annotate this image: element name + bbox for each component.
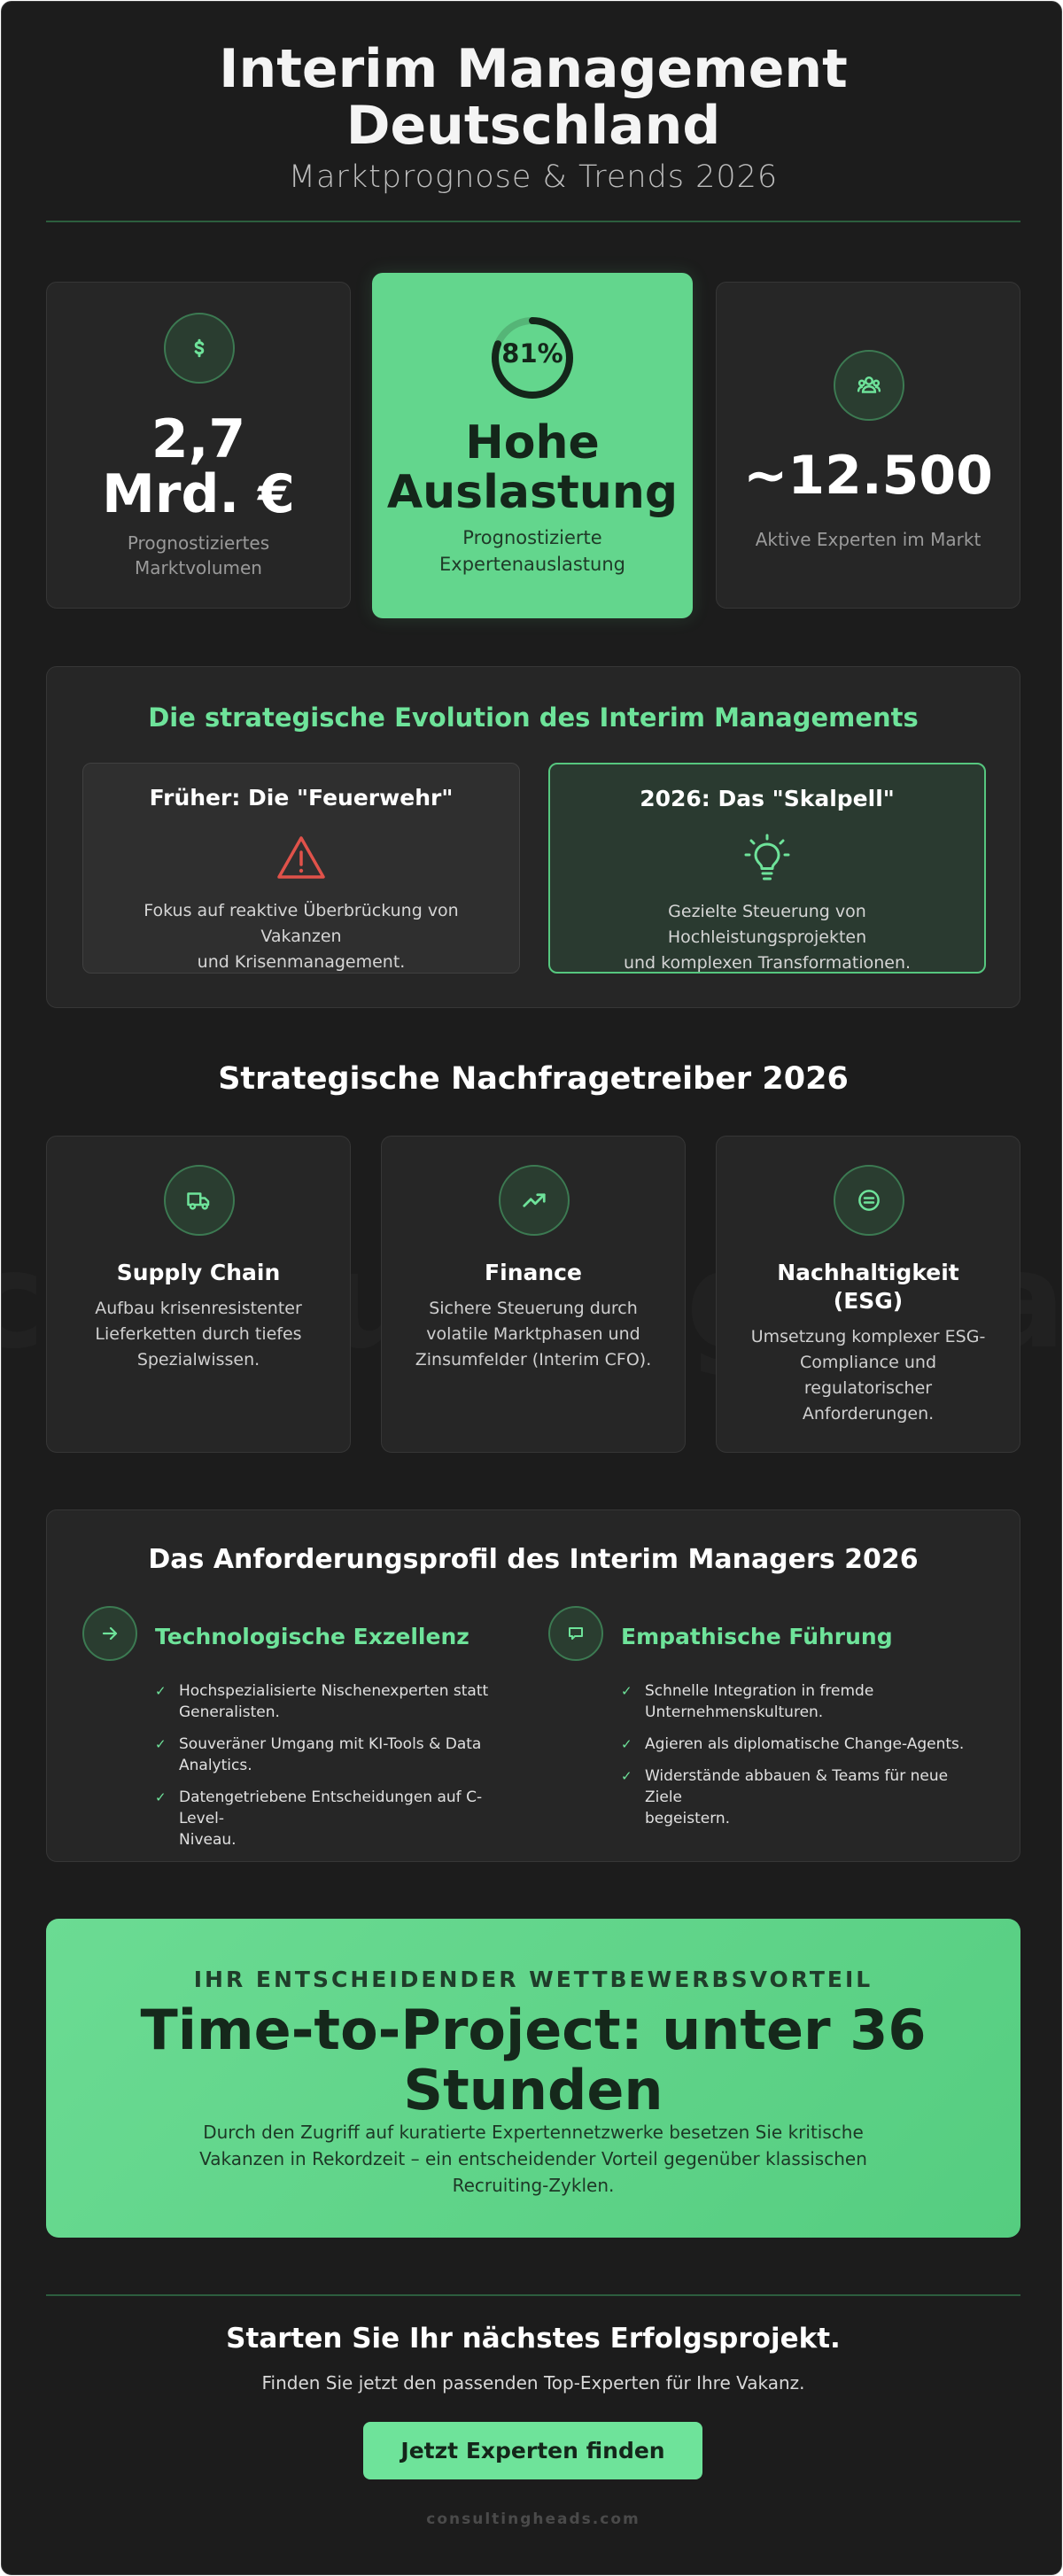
evolution-past-text-line-2: und Krisenmanagement. bbox=[197, 952, 406, 972]
cta-title: Starten Sie Ihr nächstes Erfolgsprojekt. bbox=[226, 2323, 841, 2355]
driver-desc-line: Zinsumfelder (Interim CFO). bbox=[415, 1350, 652, 1369]
driver-name: Supply Chain bbox=[116, 1260, 281, 1285]
check-icon: ✓ bbox=[621, 1736, 632, 1752]
dollar-icon bbox=[164, 313, 235, 384]
cta-subtitle: Finden Sie jetzt den passenden Top-Experten für Ihre Vakanz. bbox=[261, 2372, 805, 2394]
users-icon bbox=[834, 350, 904, 421]
list-item-text: Souveräner Umgang mit KI-Tools & Data bbox=[179, 1735, 482, 1753]
driver-desc-line: Umsetzung komplexer ESG- bbox=[750, 1327, 986, 1346]
driver-desc-line: Aufbau krisenresistenter bbox=[95, 1299, 302, 1318]
kpi-utilization-value bbox=[372, 418, 693, 517]
page-subtitle: Marktprognose & Trends 2026 bbox=[288, 159, 779, 195]
evolution-section bbox=[46, 666, 1020, 1008]
kpi-utilization-value-line-1: Hohe bbox=[465, 416, 600, 469]
drivers-title: Strategische Nachfragetreiber 2026 bbox=[218, 1061, 849, 1097]
banner-title-line-1: Time-to-Project: unter 36 bbox=[140, 1998, 927, 2062]
driver-desc bbox=[74, 1296, 323, 1373]
banner-text bbox=[188, 2119, 879, 2199]
driver-desc-line: regulatorischer bbox=[803, 1378, 933, 1398]
driver-desc bbox=[743, 1324, 993, 1427]
kpi-utilization-label-line-1: Prognostizierte bbox=[462, 527, 602, 548]
banner-text-line: Recruiting-Zyklen. bbox=[452, 2175, 615, 2196]
driver-desc-line: Compliance und bbox=[799, 1353, 937, 1372]
list-item-text: Analytics. bbox=[179, 1757, 252, 1774]
driver-desc-line: Spezialwissen. bbox=[136, 1350, 260, 1369]
profile-tech-list bbox=[155, 1680, 518, 1861]
kpi-volume-value bbox=[47, 408, 350, 525]
profile-section bbox=[46, 1509, 1020, 1862]
check-icon: ✓ bbox=[155, 1789, 167, 1805]
kpi-card-utilization bbox=[372, 273, 693, 618]
evolution-future-text-line-2: und komplexen Transformationen. bbox=[623, 953, 912, 973]
driver-name-line-1: Nachhaltigkeit bbox=[777, 1260, 959, 1285]
title-line-1: Interim Management bbox=[219, 38, 848, 100]
kpi-experts-label: Aktive Experten im Markt bbox=[755, 529, 982, 550]
utilization-ring-text: 81% bbox=[501, 338, 563, 369]
profile-empathy-list bbox=[621, 1680, 984, 1840]
kpi-volume-label bbox=[47, 531, 350, 580]
infographic-frame bbox=[1, 1, 1062, 2575]
list-item-text: Schnelle Integration in fremde bbox=[645, 1682, 874, 1700]
driver-name: Finance bbox=[485, 1260, 582, 1285]
page-header bbox=[46, 38, 1020, 195]
lightbulb-icon bbox=[741, 834, 794, 883]
list-item-text: Niveau. bbox=[179, 1831, 237, 1849]
banner-title bbox=[99, 2000, 967, 2121]
list-item-text: Generalisten. bbox=[179, 1703, 280, 1721]
banner-text-line: Durch den Zugriff auf kuratierte Expertennetzwerke besetzen Sie kritische bbox=[203, 2122, 864, 2143]
evolution-past-box bbox=[82, 763, 520, 974]
truck-icon bbox=[164, 1165, 235, 1236]
list-item bbox=[155, 1787, 518, 1851]
list-item bbox=[155, 1734, 518, 1776]
list-item-text: begeistern. bbox=[645, 1810, 731, 1827]
check-icon: ✓ bbox=[621, 1768, 632, 1784]
drivers-row bbox=[46, 1136, 1020, 1453]
header-divider bbox=[46, 221, 1020, 222]
chat-icon bbox=[548, 1606, 603, 1661]
kpi-utilization-value-line-2: Auslastung bbox=[386, 466, 679, 519]
list-item bbox=[621, 1680, 984, 1723]
list-item-text: Datengetriebene Entscheidungen auf C-Level- bbox=[179, 1788, 483, 1827]
kpi-experts-value: ~12.500 bbox=[743, 445, 993, 507]
evolution-past-text-line-1: Fokus auf reaktive Überbrückung von Vakanzen bbox=[144, 901, 459, 946]
profile-tech-title: Technologische Exzellenz bbox=[155, 1624, 469, 1649]
banner-title-line-2: Stunden bbox=[403, 2058, 663, 2122]
kpi-volume-value-line-1: 2,7 bbox=[151, 408, 246, 470]
evolution-future-box bbox=[548, 763, 986, 974]
driver-card-supply-chain bbox=[46, 1136, 351, 1453]
driver-desc bbox=[408, 1296, 658, 1373]
advantage-banner bbox=[46, 1919, 1020, 2238]
driver-name bbox=[725, 1259, 1011, 1315]
driver-card-esg bbox=[716, 1136, 1020, 1453]
profile-title: Das Anforderungsprofil des Interim Managers 2026 bbox=[148, 1544, 919, 1575]
profile-empathy-title: Empathische Führung bbox=[621, 1624, 893, 1649]
kpi-row bbox=[46, 273, 1020, 618]
list-item-text: Agieren als diplomatische Change-Agents. bbox=[645, 1735, 965, 1753]
trend-up-icon bbox=[499, 1165, 570, 1236]
footer-brand[interactable]: consultingheads.com bbox=[426, 2510, 640, 2528]
kpi-utilization-label-line-2: Expertenauslastung bbox=[439, 554, 625, 575]
check-icon: ✓ bbox=[155, 1736, 167, 1752]
cta-divider bbox=[46, 2294, 1020, 2296]
list-item-text: Hochspezialisierte Nischenexperten statt bbox=[179, 1682, 489, 1700]
evolution-title: Die strategische Evolution des Interim Managements bbox=[148, 702, 919, 733]
evolution-future-text-line-1: Gezielte Steuerung von Hochleistungsprojekten bbox=[667, 902, 867, 947]
kpi-utilization-label bbox=[372, 524, 693, 578]
kpi-volume-value-line-2: Mrd. € bbox=[102, 463, 295, 525]
evolution-future-title: 2026: Das "Skalpell" bbox=[640, 786, 895, 811]
find-experts-button[interactable]: Jetzt Experten finden bbox=[363, 2422, 702, 2479]
kpi-card-volume bbox=[46, 282, 351, 609]
list-item-text: Widerstände abbauen & Teams für neue Ziele bbox=[645, 1767, 949, 1806]
evolution-future-text bbox=[568, 899, 966, 976]
driver-desc-line: Anforderungen. bbox=[802, 1404, 935, 1424]
driver-desc-line: Sichere Steuerung durch bbox=[429, 1299, 638, 1318]
driver-name-line-2: (ESG) bbox=[833, 1288, 904, 1314]
title-line-2: Deutschland bbox=[345, 95, 721, 157]
check-icon: ✓ bbox=[621, 1683, 632, 1699]
list-item bbox=[621, 1765, 984, 1829]
page-title bbox=[46, 38, 1020, 157]
driver-desc-line: Lieferketten durch tiefes bbox=[95, 1324, 302, 1344]
evolution-past-title: Früher: Die "Feuerwehr" bbox=[149, 785, 454, 811]
kpi-volume-label-line-2: Marktvolumen bbox=[135, 557, 262, 578]
driver-desc-line: volatile Marktphasen und bbox=[426, 1324, 640, 1344]
arrow-right-icon bbox=[82, 1606, 137, 1661]
list-item-text: Unternehmenskulturen. bbox=[645, 1703, 824, 1721]
list-item bbox=[621, 1734, 984, 1755]
list-item bbox=[155, 1680, 518, 1723]
banner-kicker: IHR ENTSCHEIDENDER WETTBEWERBSVORTEIL bbox=[193, 1967, 873, 1992]
kpi-volume-label-line-1: Prognostiziertes bbox=[127, 532, 270, 554]
driver-card-finance bbox=[381, 1136, 686, 1453]
banner-text-line: Vakanzen in Rekordzeit – ein entscheidender Vorteil gegenüber klassischen bbox=[199, 2148, 867, 2169]
check-icon: ✓ bbox=[155, 1683, 167, 1699]
leaf-icon bbox=[834, 1165, 904, 1236]
warning-icon bbox=[275, 833, 328, 882]
evolution-past-text bbox=[101, 898, 501, 975]
kpi-card-experts bbox=[716, 282, 1020, 609]
